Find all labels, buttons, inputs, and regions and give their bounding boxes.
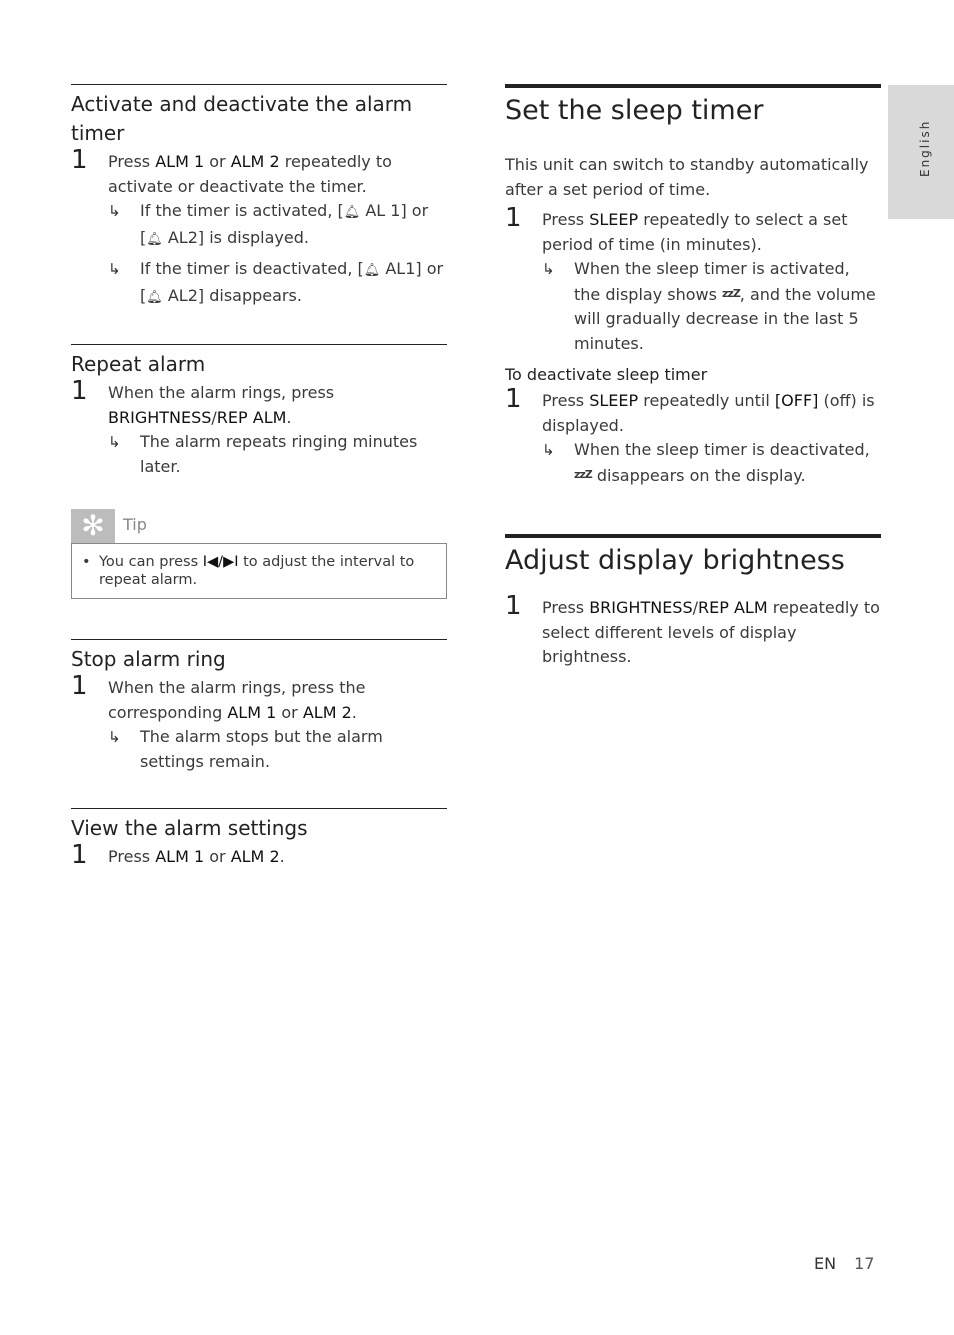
text: When the alarm rings, press the corresponding [108,678,366,722]
section-view-alarm [71,808,447,870]
result-arrow-icon: ↳ [108,433,121,451]
bell-icon: 🔔︎ [146,231,163,247]
tip-star-icon: ✻ [71,509,115,543]
result-arrow-icon: ↳ [542,260,555,278]
page-number: 17 [854,1254,875,1273]
step-number: 1 [505,203,522,233]
text: AL1] or [ [140,259,444,305]
bell-icon: 🔔︎ [343,205,361,220]
page-footer [814,1254,874,1273]
section-display-brightness [505,534,881,670]
key-alm2: ALM 2 [302,702,352,722]
text: or [204,847,231,866]
key-alm1: ALM 1 [155,152,205,171]
display-off: [OFF] [774,391,819,410]
language-label: English [918,119,932,177]
result-arrow-icon: ↳ [542,441,555,459]
step [71,671,447,774]
text: Press [542,391,590,410]
section-title: Activate and deactivate the alarm timer [71,84,447,148]
text: to adjust the interval to repeat alarm. [99,554,415,588]
step [505,384,881,488]
intro-text: This unit can switch to standby automatically after a set period of time. [505,155,869,199]
result-arrow-icon: ↳ [108,728,121,746]
text: repeatedly to select different levels of display brightness. [542,598,880,666]
text: Press [542,210,590,229]
section-title: View the alarm settings [71,808,447,843]
step-number: 1 [71,145,88,175]
section-stop-alarm [71,639,447,774]
text: When the alarm rings, press [108,383,335,402]
text: AL2] disappears. [162,285,302,305]
key-alm2: ALM 2 [230,847,280,866]
result-arrow-icon: ↳ [108,260,121,278]
text: If the timer is deactivated, [ [140,259,364,278]
result-item [542,257,881,356]
text: (off) is displayed. [542,391,875,435]
text: If the timer is activated, [ [140,201,344,220]
text: or [204,152,231,171]
text: The alarm repeats ringing minutes later. [140,432,418,476]
right-column [505,84,881,670]
result-item [108,725,447,774]
step-number: 1 [71,671,88,701]
left-column [71,84,447,870]
text: repeatedly to select a set period of time (in minutes). [542,210,848,254]
section-title: Stop alarm ring [71,639,447,674]
tip-label: Tip [123,515,147,534]
key-rep-alm: REP ALM [216,407,287,427]
key-alm2: ALM 2 [230,152,280,171]
text: / [211,407,217,427]
text: or [276,702,303,722]
text: . [279,847,285,866]
text: Press [108,152,156,171]
section-activate-alarm [71,84,447,310]
prev-next-icon: I◀/▶I [202,554,239,570]
bullet-icon: • [82,554,91,570]
text: When the sleep timer is deactivated, [574,440,870,459]
sleep-zz-icon: zzZ [722,286,740,300]
result-arrow-icon: ↳ [108,202,121,220]
result-item [108,257,447,310]
bell-icon: 🔔︎ [363,263,381,278]
key-alm1: ALM 1 [155,847,205,866]
step-number: 1 [505,591,522,621]
step [71,376,447,479]
tip-box [71,509,447,599]
section-repeat-alarm [71,344,447,479]
step-number: 1 [71,840,88,870]
step [71,840,447,870]
text: , and the volume will gradually decrease in the last 5 minutes. [574,284,876,353]
key-rep-alm: REP ALM [698,598,768,617]
tip-header [71,509,447,543]
text: . [286,407,292,427]
text: / [692,598,698,617]
text: You can press [99,554,203,570]
result-item [542,438,881,488]
key-sleep: SLEEP [589,391,639,410]
section-title: Set the sleep timer [505,84,881,128]
tip-content [71,543,447,599]
key-sleep: SLEEP [589,210,639,229]
subsection-title: To deactivate sleep timer [505,365,708,384]
text: The alarm stops but the alarm settings remain. [140,727,383,771]
bell-icon: 🔔︎ [146,289,163,305]
step [71,145,447,310]
text: Press [542,598,590,617]
text: AL2] is displayed. [162,227,309,247]
key-brightness: BRIGHTNESS [589,598,693,617]
key-brightness: BRIGHTNESS [108,407,212,427]
step-number: 1 [505,384,522,414]
text: disappears on the display. [591,465,806,485]
sleep-zz-icon: zzZ [574,467,592,481]
step-number: 1 [71,376,88,406]
text: repeatedly to activate or deactivate the timer. [108,152,392,196]
section-title: Repeat alarm [71,344,447,379]
text: Press [108,847,156,866]
section-sleep-timer [505,84,881,488]
result-item [108,199,447,252]
text: . [351,702,357,722]
step [505,591,881,670]
key-alm1: ALM 1 [227,702,277,722]
language-tab [888,85,954,219]
footer-language: EN [814,1254,837,1273]
text: repeatedly until [638,391,775,410]
step [505,203,881,356]
text: AL 1] or [ [140,201,429,247]
text: When the sleep timer is activated, the display shows [574,259,850,304]
section-title: Adjust display brightness [505,534,881,578]
result-item [108,430,447,479]
